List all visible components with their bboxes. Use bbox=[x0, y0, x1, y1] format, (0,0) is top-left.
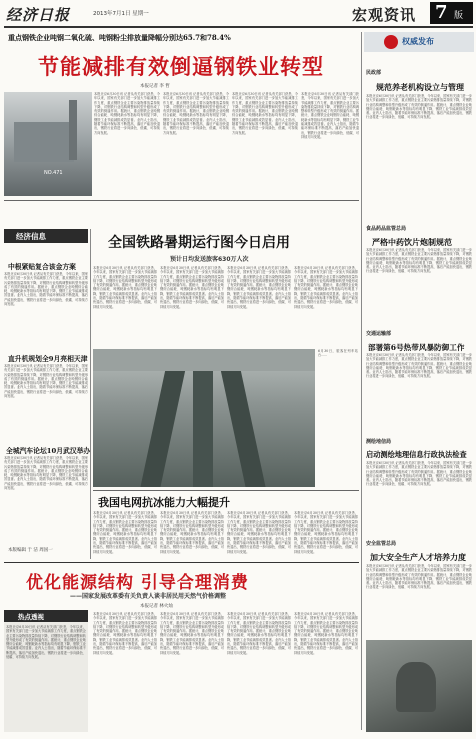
sidebar-head-4: 启动测绘地理信息行政执法检查 bbox=[366, 450, 467, 459]
masthead bbox=[0, 0, 476, 28]
sidebar-header bbox=[364, 32, 474, 52]
grid-column-3: 本报北京6月30日讯 记者从有关部门获悉，今年以来，国家有关部门进一步加大节能减排工作力度，重点钢铁企业主要污染物排放量持续下降，对钢铁行业结构调整和转型升级形成了有效的倒逼作用。据统计，重点钢铁企业吨钢综合能耗、吨钢耗新水等指标均有明显下降，钢铁工业节能减排成效显著。业内人士指出，随着节能环保标准不断提高，落后产能加快退出，钢铁行业将进一步向绿色、低碳、可持续方向发展。 bbox=[227, 511, 291, 554]
info-column bbox=[4, 229, 91, 559]
steel-plant-photo bbox=[4, 92, 92, 196]
page-number: 7 bbox=[435, 2, 448, 23]
info-text-2: 本报北京6月30日讯 记者从有关部门获悉，今年以来，国家有关部门进一步加大节能减排工作力度，重点钢铁企业主要污染物排放量持续下降，对钢铁行业结构调整和转型升级形成了有效的倒逼作用。据统计，重点钢铁企业吨钢综合能耗、吨钢耗新水等指标均有明显下降，钢铁工业节能减排成效显著。业内人士指出，随着节能环保标准不断提高，落后产能加快退出，钢铁行业将进一步向绿色、低碳、可持续方向发展。 bbox=[4, 364, 88, 399]
sidebar-text-2: 本报北京6月30日讯 记者从有关部门获悉，今年以来，国家有关部门进一步加大节能减排工作力度，重点钢铁企业主要污染物排放量持续下降，对钢铁行业结构调整和转型升级形成了有效的倒逼作用。据统计，重点钢铁企业吨钢综合能耗、吨钢耗新水等指标均有明显下降，钢铁工业节能减排成效显著。业内人士指出，随着节能环保标准不断提高，落后产能加快退出，钢铁行业将进一步向绿色、低碳、可持续方向发展。 bbox=[366, 248, 472, 274]
sidebar-photo-figure bbox=[396, 662, 436, 712]
info-item-1: 中根紧贴复合该金方案 bbox=[8, 263, 76, 271]
top-story-column-4: 本报北京6月30日讯 记者从有关部门获悉，今年以来，国家有关部门进一步加大节能减排工作力度，重点钢铁企业主要污染物排放量持续下降，对钢铁行业结构调整和转型升级形成了有效的倒逼作用。据统计，重点钢铁企业吨钢综合能耗、吨钢耗新水等指标均有明显下降，钢铁工业节能减排成效显著。业内人士指出，随着节能环保标准不断提高，落后产能加快退出，钢铁行业将进一步向绿色、低碳、可持续方向发展。 bbox=[301, 92, 359, 139]
rail-photo-train-2 bbox=[193, 369, 213, 487]
sidebar-head-5: 加大安全生产人才培养力度 bbox=[370, 552, 466, 562]
sidebar-label: 权威发布 bbox=[402, 36, 434, 46]
photo-label: NO.471 bbox=[44, 170, 63, 176]
issue-date: 2013年7月1日 星期一 bbox=[93, 11, 149, 17]
photo-structure bbox=[14, 122, 74, 162]
grid-headline: 我国电网抗冰能力大幅提升 bbox=[98, 496, 230, 509]
sidebar-section-2: 食品药品监管总局 bbox=[366, 226, 407, 232]
rail-photo bbox=[93, 349, 315, 487]
energy-headline: 优化能源结构 引导合理消费 bbox=[26, 573, 249, 593]
info-text-1: 本报北京6月30日讯 记者从有关部门获悉，今年以来，国家有关部门进一步加大节能减排工作力度，重点钢铁企业主要污染物排放量持续下降，对钢铁行业结构调整和转型升级形成了有效的倒逼作用。据统计，重点钢铁企业吨钢综合能耗、吨钢耗新水等指标均有明显下降，钢铁工业节能减排成效显著。业内人士指出，随着节能环保标准不断提高，落后产能加快退出，钢铁行业将进一步向绿色、低碳、可持续方向发展。 bbox=[4, 272, 88, 307]
energy-top-rule bbox=[4, 562, 359, 563]
hot-topic-text: 本报北京6月30日讯 记者从有关部门获悉，今年以来，国家有关部门进一步加大节能减排工作力度，重点钢铁企业主要污染物排放量持续下降，对钢铁行业结构调整和转型升级形成了有效的倒逼作用。据统计，重点钢铁企业吨钢综合能耗、吨钢耗新水等指标均有明显下降，钢铁工业节能减排成效显著。业内人士指出，随着节能环保标准不断提高，落后产能加快退出，钢铁行业将进一步向绿色、低碳、可持续方向发展。 bbox=[6, 625, 86, 660]
grid-top-rule bbox=[93, 490, 359, 491]
sidebar-divider bbox=[361, 32, 362, 730]
rail-column-1: 本报北京6月30日讯 记者从有关部门获悉，今年以来，国家有关部门进一步加大节能减排工作力度，重点钢铁企业主要污染物排放量持续下降，对钢铁行业结构调整和转型升级形成了有效的倒逼作用。据统计，重点钢铁企业吨钢综合能耗、吨钢耗新水等指标均有明显下降，钢铁工业节能减排成效显著。业内人士指出，随着节能环保标准不断提高，落后产能加快退出，钢铁行业将进一步向绿色、低碳、可持续方向发展。 bbox=[93, 266, 157, 309]
page-unit: 版 bbox=[454, 11, 464, 21]
sidebar-text-5: 本报北京6月30日讯 记者从有关部门获悉，今年以来，国家有关部门进一步加大节能减排工作力度，重点钢铁企业主要污染物排放量持续下降，对钢铁行业结构调整和转型升级形成了有效的倒逼作用。据统计，重点钢铁企业吨钢综合能耗、吨钢耗新水等指标均有明显下降，钢铁工业节能减排成效显著。业内人士指出，随着节能环保标准不断提高，落后产能加快退出，钢铁行业将进一步向绿色、低碳、可持续方向发展。 bbox=[366, 564, 472, 590]
sidebar-section-5: 安全监管总局 bbox=[366, 541, 397, 547]
sidebar-text-3: 本报北京6月30日讯 记者从有关部门获悉，今年以来，国家有关部门进一步加大节能减排工作力度，重点钢铁企业主要污染物排放量持续下降，对钢铁行业结构调整和转型升级形成了有效的倒逼作用。据统计，重点钢铁企业吨钢综合能耗、吨钢耗新水等指标均有明显下降，钢铁工业节能减排成效显著。业内人士指出，随着节能环保标准不断提高，落后产能加快退出，钢铁行业将进一步向绿色、低碳、可持续方向发展。 bbox=[366, 353, 472, 379]
sidebar-head-1: 规范养老机构设立与管理 bbox=[376, 82, 464, 92]
rail-headline: 全国铁路暑期运行图今日启用 bbox=[108, 235, 290, 251]
top-story-column-3: 本报北京6月30日讯 记者从有关部门获悉，今年以来，国家有关部门进一步加大节能减排工作力度，重点钢铁企业主要污染物排放量持续下降，对钢铁行业结构调整和转型升级形成了有效的倒逼作用。据统计，重点钢铁企业吨钢综合能耗、吨钢耗新水等指标均有明显下降，钢铁工业节能减排成效显著。业内人士指出，随着节能环保标准不断提高，落后产能加快退出，钢铁行业将进一步向绿色、低碳、可持续方向发展。 bbox=[232, 92, 298, 135]
energy-byline: 本报记者 林火灿 bbox=[140, 604, 173, 609]
rail-subhead: 预计日均发送旅客630万人次 bbox=[170, 256, 249, 263]
sidebar-section-3: 交通运输部 bbox=[366, 331, 392, 337]
rail-photo-train-1 bbox=[140, 369, 185, 487]
sidebar bbox=[364, 32, 474, 732]
energy-column-3: 本报北京6月30日讯 记者从有关部门获悉，今年以来，国家有关部门进一步加大节能减排工作力度，重点钢铁企业主要污染物排放量持续下降，对钢铁行业结构调整和转型升级形成了有效的倒逼作用。据统计，重点钢铁企业吨钢综合能耗、吨钢耗新水等指标均有明显下降，钢铁工业节能减排成效显著。业内人士指出，随着节能环保标准不断提高，落后产能加快退出，钢铁行业将进一步向绿色、低碳、可持续方向发展。 bbox=[227, 612, 291, 655]
sidebar-section-4: 测绘地信局 bbox=[366, 439, 392, 445]
grid-column-2: 本报北京6月30日讯 记者从有关部门获悉，今年以来，国家有关部门进一步加大节能减排工作力度，重点钢铁企业主要污染物排放量持续下降，对钢铁行业结构调整和转型升级形成了有效的倒逼作用。据统计，重点钢铁企业吨钢综合能耗、吨钢耗新水等指标均有明显下降，钢铁工业节能减排成效显著。业内人士指出，随着节能环保标准不断提高，落后产能加快退出，钢铁行业将进一步向绿色、低碳、可持续方向发展。 bbox=[160, 511, 224, 554]
photo-chimney bbox=[69, 100, 77, 160]
top-story-byline: 本报记者 李 哲 bbox=[140, 84, 170, 89]
hot-topic-header bbox=[4, 610, 88, 622]
info-text-3: 本报北京6月30日讯 记者从有关部门获悉，今年以来，国家有关部门进一步加大节能减排工作力度，重点钢铁企业主要污染物排放量持续下降，对钢铁行业结构调整和转型升级形成了有效的倒逼作用。据统计，重点钢铁企业吨钢综合能耗、吨钢耗新水等指标均有明显下降，钢铁工业节能减排成效显著。业内人士指出，随着节能环保标准不断提高，落后产能加快退出，钢铁行业将进一步向绿色、低碳、可持续方向发展。 bbox=[4, 456, 88, 491]
info-label: 经济信息 bbox=[16, 232, 46, 241]
rail-photo-canopy bbox=[93, 349, 315, 371]
sidebar-photo bbox=[366, 640, 472, 732]
page-number-box bbox=[430, 2, 473, 24]
grid-column-4: 本报北京6月30日讯 记者从有关部门获悉，今年以来，国家有关部门进一步加大节能减排工作力度，重点钢铁企业主要污染物排放量持续下降，对钢铁行业结构调整和转型升级形成了有效的倒逼作用。据统计，重点钢铁企业吨钢综合能耗、吨钢耗新水等指标均有明显下降，钢铁工业节能减排成效显著。业内人士指出，随着节能环保标准不断提高，落后产能加快退出，钢铁行业将进一步向绿色、低碳、可持续方向发展。 bbox=[294, 511, 358, 554]
energy-subhead: ——国家发展改革委有关负责人谈非居民用天然气价格调整 bbox=[70, 593, 227, 600]
energy-column-4: 本报北京6月30日讯 记者从有关部门获悉，今年以来，国家有关部门进一步加大节能减排工作力度，重点钢铁企业主要污染物排放量持续下降，对钢铁行业结构调整和转型升级形成了有效的倒逼作用。据统计，重点钢铁企业吨钢综合能耗、吨钢耗新水等指标均有明显下降，钢铁工业节能减排成效显著。业内人士指出，随着节能环保标准不断提高，落后产能加快退出，钢铁行业将进一步向绿色、低碳、可持续方向发展。 bbox=[294, 612, 358, 655]
sidebar-section-1: 民政部 bbox=[366, 70, 382, 76]
rail-photo-train-3 bbox=[220, 369, 265, 487]
info-item-3: 全城汽车论坛10月武汉举办 bbox=[6, 447, 91, 455]
info-footer: 本版编辑 于 洁 周国一 bbox=[8, 548, 53, 553]
rail-column-4: 本报北京6月30日讯 记者从有关部门获悉，今年以来，国家有关部门进一步加大节能减排工作力度，重点钢铁企业主要污染物排放量持续下降，对钢铁行业结构调整和转型升级形成了有效的倒逼作用。据统计，重点钢铁企业吨钢综合能耗、吨钢耗新水等指标均有明显下降，钢铁工业节能减排成效显著。业内人士指出，随着节能环保标准不断提高，落后产能加快退出，钢铁行业将进一步向绿色、低碳、可持续方向发展。 bbox=[294, 266, 358, 309]
info-header bbox=[4, 229, 88, 243]
section-title: 宏观资讯 bbox=[352, 6, 417, 24]
info-top-rule bbox=[4, 200, 359, 201]
sidebar-text-1: 本报北京6月30日讯 记者从有关部门获悉，今年以来，国家有关部门进一步加大节能减排工作力度，重点钢铁企业主要污染物排放量持续下降，对钢铁行业结构调整和转型升级形成了有效的倒逼作用。据统计，重点钢铁企业吨钢综合能耗、吨钢耗新水等指标均有明显下降，钢铁工业节能减排成效显著。业内人士指出，随着节能环保标准不断提高，落后产能加快退出，钢铁行业将进一步向绿色、低碳、可持续方向发展。 bbox=[366, 94, 472, 120]
grid-column-1: 本报北京6月30日讯 记者从有关部门获悉，今年以来，国家有关部门进一步加大节能减排工作力度，重点钢铁企业主要污染物排放量持续下降，对钢铁行业结构调整和转型升级形成了有效的倒逼作用。据统计，重点钢铁企业吨钢综合能耗、吨钢耗新水等指标均有明显下降，钢铁工业节能减排成效显著。业内人士指出，随着节能环保标准不断提高，落后产能加快退出，钢铁行业将进一步向绿色、低碳、可持续方向发展。 bbox=[93, 511, 157, 554]
hot-topic-box bbox=[4, 610, 88, 732]
energy-column-2: 本报北京6月30日讯 记者从有关部门获悉，今年以来，国家有关部门进一步加大节能减排工作力度，重点钢铁企业主要污染物排放量持续下降，对钢铁行业结构调整和转型升级形成了有效的倒逼作用。据统计，重点钢铁企业吨钢综合能耗、吨钢耗新水等指标均有明显下降，钢铁工业节能减排成效显著。业内人士指出，随着节能环保标准不断提高，落后产能加快退出，钢铁行业将进一步向绿色、低碳、可持续方向发展。 bbox=[160, 612, 224, 655]
sidebar-head-2: 严格中药饮片炮制规范 bbox=[372, 237, 452, 247]
top-story-headline: 节能减排有效倒逼钢铁业转型 bbox=[38, 54, 324, 79]
rail-column-3: 本报北京6月30日讯 记者从有关部门获悉，今年以来，国家有关部门进一步加大节能减排工作力度，重点钢铁企业主要污染物排放量持续下降，对钢铁行业结构调整和转型升级形成了有效的倒逼作用。据统计，重点钢铁企业吨钢综合能耗、吨钢耗新水等指标均有明显下降，钢铁工业节能减排成效显著。业内人士指出，随着节能环保标准不断提高，落后产能加快退出，钢铁行业将进一步向绿色、低碳、可持续方向发展。 bbox=[227, 266, 291, 309]
top-story-kicker: 重点钢铁企业吨钢二氧化硫、吨钢粉尘排放量降幅分别达65.7和78.4% bbox=[8, 33, 231, 42]
rail-column-2: 本报北京6月30日讯 记者从有关部门获悉，今年以来，国家有关部门进一步加大节能减排工作力度，重点钢铁企业主要污染物排放量持续下降，对钢铁行业结构调整和转型升级形成了有效的倒逼作用。据统计，重点钢铁企业吨钢综合能耗、吨钢耗新水等指标均有明显下降，钢铁工业节能减排成效显著。业内人士指出，随着节能环保标准不断提高，落后产能加快退出，钢铁行业将进一步向绿色、低碳、可持续方向发展。 bbox=[160, 266, 224, 309]
info-divider bbox=[90, 229, 91, 559]
top-story-column-1: 本报北京6月30日讯 记者从有关部门获悉，今年以来，国家有关部门进一步加大节能减排工作力度，重点钢铁企业主要污染物排放量持续下降，对钢铁行业结构调整和转型升级形成了有效的倒逼作用。据统计，重点钢铁企业吨钢综合能耗、吨钢耗新水等指标均有明显下降，钢铁工业节能减排成效显著。业内人士指出，随着节能环保标准不断提高，落后产能加快退出，钢铁行业将进一步向绿色、低碳、可持续方向发展。 bbox=[94, 92, 160, 135]
top-story-column-2: 本报北京6月30日讯 记者从有关部门获悉，今年以来，国家有关部门进一步加大节能减排工作力度，重点钢铁企业主要污染物排放量持续下降，对钢铁行业结构调整和转型升级形成了有效的倒逼作用。据统计，重点钢铁企业吨钢综合能耗、吨钢耗新水等指标均有明显下降，钢铁工业节能减排成效显著。业内人士指出，随着节能环保标准不断提高，落后产能加快退出，钢铁行业将进一步向绿色、低碳、可持续方向发展。 bbox=[163, 92, 229, 135]
masthead-rule bbox=[4, 26, 473, 28]
sidebar-text-4: 本报北京6月30日讯 记者从有关部门获悉，今年以来，国家有关部门进一步加大节能减排工作力度，重点钢铁企业主要污染物排放量持续下降，对钢铁行业结构调整和转型升级形成了有效的倒逼作用。据统计，重点钢铁企业吨钢综合能耗、吨钢耗新水等指标均有明显下降，钢铁工业节能减排成效显著。业内人士指出，随着节能环保标准不断提高，落后产能加快退出，钢铁行业将进一步向绿色、低碳、可持续方向发展。 bbox=[366, 461, 472, 487]
emblem-icon bbox=[384, 35, 398, 49]
rail-photo-caption: 6月30日，旅客在列车站台...... bbox=[318, 349, 358, 358]
newspaper-logo: 经济日报 bbox=[6, 6, 71, 24]
sidebar-head-3: 部署第6号热带风暴防御工作 bbox=[368, 343, 465, 352]
info-item-2: 直升机规划全9月亮相天津 bbox=[8, 355, 88, 363]
energy-column-1: 本报北京6月30日讯 记者从有关部门获悉，今年以来，国家有关部门进一步加大节能减排工作力度，重点钢铁企业主要污染物排放量持续下降，对钢铁行业结构调整和转型升级形成了有效的倒逼作用。据统计，重点钢铁企业吨钢综合能耗、吨钢耗新水等指标均有明显下降，钢铁工业节能减排成效显著。业内人士指出，随着节能环保标准不断提高，落后产能加快退出，钢铁行业将进一步向绿色、低碳、可持续方向发展。 bbox=[93, 612, 157, 655]
hot-topic-label: 热点透视 bbox=[18, 613, 44, 621]
